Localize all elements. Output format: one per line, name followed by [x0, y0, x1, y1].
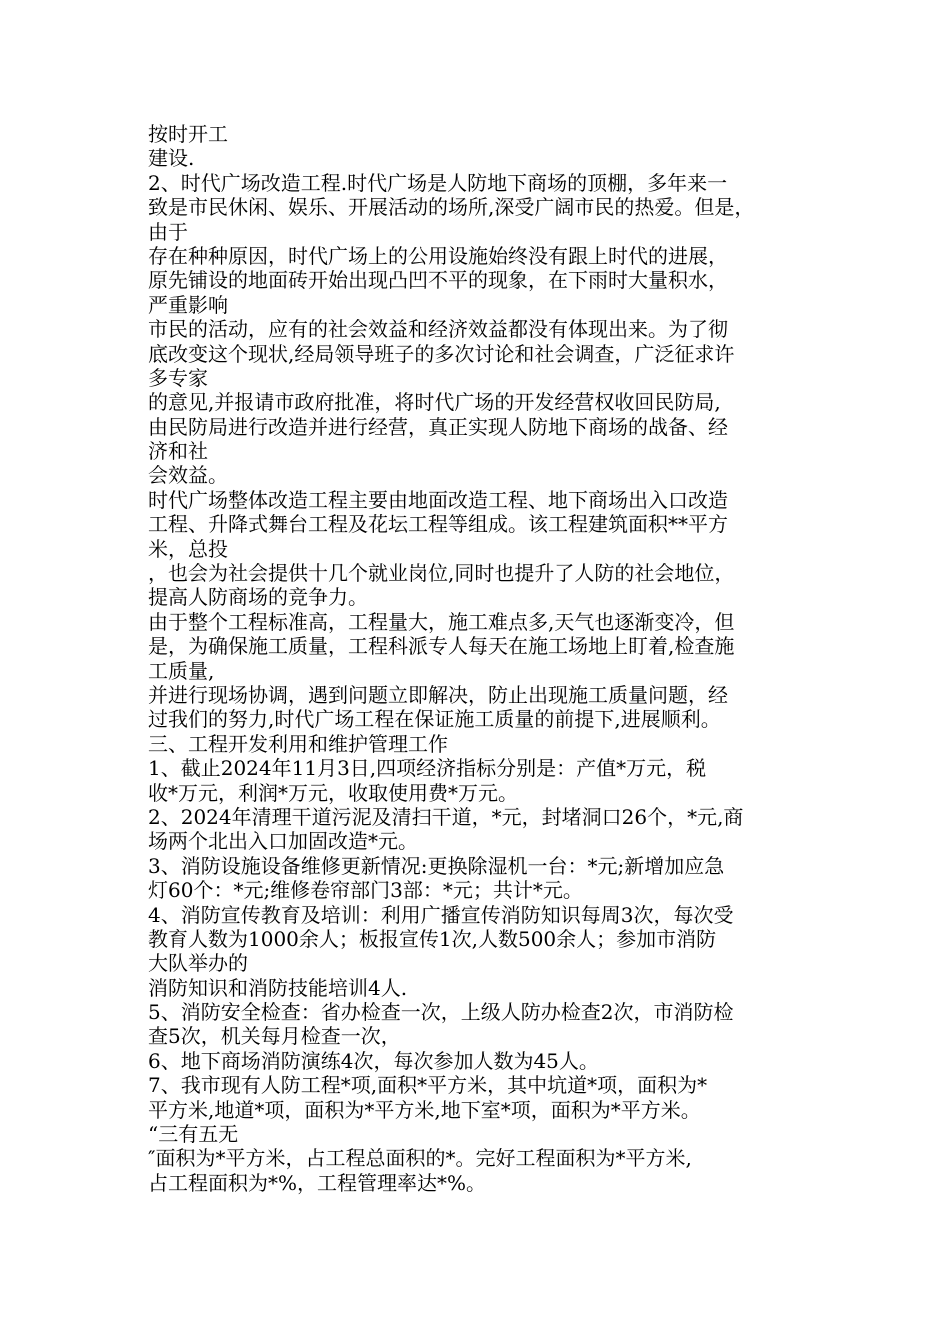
text-line: ，也会为社会提供十几个就业岗位,同时也提升了人防的社会地位，: [148, 561, 735, 586]
text-line: 会效益。: [148, 463, 228, 488]
text-line: 4、消防宣传教育及培训：利用广播宣传消防知识每周3次，每次受: [148, 902, 734, 927]
text-line: 7、我市现有人防工程*项,面积*平方米，其中坑道*项，面积为*: [148, 1073, 708, 1098]
text-line: 1、截止2024年11月3日,四项经济指标分别是：产值*万元，税: [148, 756, 707, 781]
text-line: 大队举办的: [148, 951, 248, 976]
text-line: 三、工程开发利用和维护管理工作: [148, 731, 448, 756]
text-line: 建设.: [148, 146, 195, 171]
text-line: 原先铺设的地面砖开始出现凸凹不平的现象，在下雨时大量积水，: [148, 268, 728, 293]
text-line: 占工程面积为*%，工程管理率达*%。: [148, 1170, 487, 1195]
text-line: 工质量,: [148, 658, 215, 683]
text-line: 济和社: [148, 439, 208, 464]
text-line: 收*万元，利润*万元，收取使用费*万元。: [148, 780, 518, 805]
text-line: 过我们的努力,时代广场工程在保证施工质量的前提下,进展顺利。: [148, 707, 721, 732]
text-line: 场两个北出入口加固改造*元。: [148, 829, 418, 854]
text-line: 时代广场整体改造工程主要由地面改造工程、地下商场出入口改造: [148, 487, 728, 512]
document-body: [148, 122, 808, 1195]
text-line: 由于: [148, 219, 188, 244]
text-line: “三有五无: [148, 1122, 239, 1147]
text-line: 底改变这个现状,经局领导班子的多次讨论和社会调查，广泛征求许: [148, 341, 735, 366]
text-line: 存在种种原因，时代广场上的公用设施始终没有跟上时代的进展，: [148, 243, 728, 268]
text-line: 市民的活动，应有的社会效益和经济效益都没有体现出来。为了彻: [148, 317, 728, 342]
text-line: 工程、升降式舞台工程及花坛工程等组成。该工程建筑面积**平方: [148, 512, 728, 537]
text-line: 由于整个工程标准高，工程量大，施工难点多,天气也逐渐变冷，但: [148, 609, 735, 634]
text-line: 的意见,并报请市政府批准，将时代广场的开发经营权收回民防局,: [148, 390, 721, 415]
text-line: 是，为确保施工质量，工程科派专人每天在施工场地上盯着,检查施: [148, 634, 735, 659]
text-line: 消防知识和消防技能培训4人.: [148, 975, 408, 1000]
text-line: 并进行现场协调，遇到问题立即解决，防止出现施工质量问题，经: [148, 682, 728, 707]
text-line: 由民防局进行改造并进行经营，真正实现人防地下商场的战备、经: [148, 414, 728, 439]
text-line: 致是市民休闲、娱乐、开展活动的场所,深受广阔市民的热爱。但是，: [148, 195, 755, 220]
text-line: 按时开工: [148, 122, 228, 146]
text-line: 查5次，机关每月检查一次，: [148, 1024, 401, 1049]
text-line: 严重影响: [148, 292, 228, 317]
text-line: 3、消防设施设备维修更新情况:更换除湿机一台：*元;新增加应急: [148, 853, 725, 878]
text-line: 米，总投: [148, 536, 228, 561]
text-line: 2、2024年清理干道污泥及清扫干道，*元，封堵洞口26个，*元,商: [148, 804, 744, 829]
text-line: 提高人防商场的竞争力。: [148, 585, 368, 610]
text-line: ″面积为*平方米，占工程总面积的*。完好工程面积为*平方米,: [148, 1146, 692, 1171]
text-line: 教育人数为1000余人；板报宣传1次,人数500余人；参加市消防: [148, 926, 717, 951]
text-line: 2、时代广场改造工程.时代广场是人防地下商场的顶棚，多年来一: [148, 170, 728, 195]
text-line: 5、消防安全检查：省办检查一次，上级人防办检查2次，市消防检: [148, 1000, 734, 1025]
text-line: 平方米,地道*项，面积为*平方米,地下室*项，面积为*平方米。: [148, 1097, 701, 1122]
text-line: 6、地下商场消防演练4次，每次参加人数为45人。: [148, 1048, 599, 1073]
text-line: 多专家: [148, 365, 208, 390]
text-line: 灯60个：*元;维修卷帘部门3部：*元；共计*元。: [148, 878, 583, 903]
